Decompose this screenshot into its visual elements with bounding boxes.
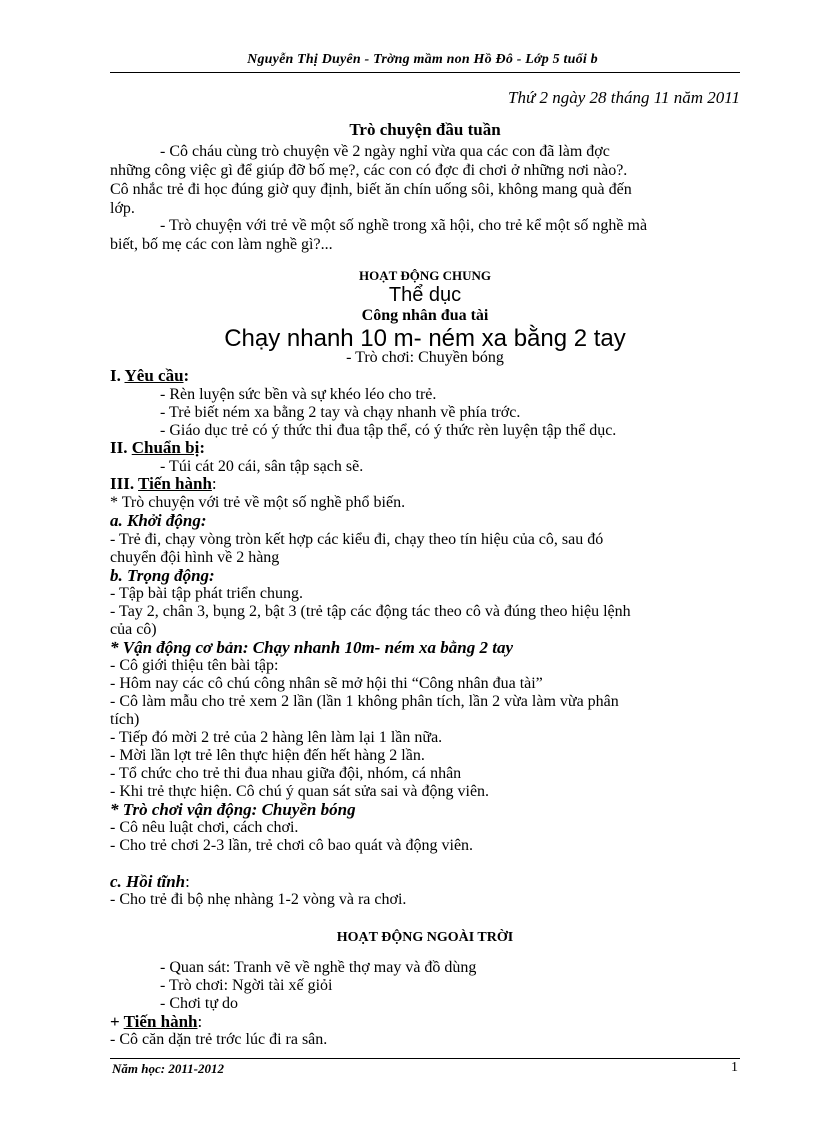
section-heading-hdc: HOẠT ĐỘNG CHUNG [359, 268, 491, 283]
nt-item-3: - Chơi tự do [160, 995, 239, 1012]
footer-year: Năm học: 2011-2012 [112, 1061, 224, 1076]
page-header: Nguyễn Thị Duyên - Trờng mầm non Hồ Đô - Lớp 5 tuổi b [247, 52, 598, 67]
talk-p2-line1: - Trò chuyện với trẻ về một số nghề trong xã hội, cho trẻ kể một số nghề mà [160, 217, 648, 234]
main-line2: - Tay 2, chân 3, bụng 2, bật 3 (trẻ tập các động tác theo cô và đúng theo hiệu lệnh [110, 603, 631, 620]
vd-item-4: tích) [110, 711, 140, 728]
vd-item-1: - Cô giới thiệu tên bài tập: [110, 657, 279, 674]
cooldown-item: - Cho trẻ đi bộ nhẹ nhàng 1-2 vòng và ra chơi. [110, 891, 407, 908]
nt-item-2: - Trò chơi: Ngời tài xế giỏi [160, 977, 333, 994]
footer-rule [110, 1058, 740, 1059]
nt-item-1: - Quan sát: Tranh vẽ về nghề thợ may và đồ dùng [160, 959, 477, 976]
warmup-title: a. Khởi động: [110, 511, 207, 530]
cooldown-title: c. Hồi tĩnh: [110, 872, 190, 891]
header-rule [110, 72, 740, 73]
vd-item-6: - Mời lần lợt trẻ lên thực hiện đến hết hàng 2 lần. [110, 747, 425, 764]
s2-item: - Túi cát 20 cái, sân tập sạch sẽ. [160, 458, 364, 475]
warmup-line2: chuyển đội hình về 2 hàng [110, 549, 280, 566]
talk-p2-line2: biết, bố mẹ các con làm nghề gì?... [110, 236, 333, 253]
talk-p1-line2: những công việc gì để giúp đỡ bố mẹ?, các con có đợc đi chơi ở những nơi nào?. [110, 162, 628, 179]
main-line3: của cô) [110, 621, 157, 638]
section-3-heading: III. Tiến hành: [110, 474, 217, 493]
th-item: - Cô căn dặn trẻ trớc lúc đi ra sân. [110, 1031, 328, 1048]
game-title: * Trò chơi vận động: Chuyền bóng [110, 800, 356, 819]
lesson-title: Chạy nhanh 10 m- ném xa bằng 2 tay [224, 325, 626, 352]
vd-item-3: - Cô làm mẫu cho trẻ xem 2 lần (lần 1 không phân tích, lần 2 vừa làm vừa phân [110, 693, 619, 710]
date-line: Thứ 2 ngày 28 tháng 11 năm 2011 [508, 88, 740, 107]
vd-item-5: - Tiếp đó mời 2 trẻ của 2 hàng lên làm lại 1 lần nữa. [110, 729, 443, 746]
tc-item-2: - Cho trẻ chơi 2-3 lần, trẻ chơi cô bao quát và động viên. [110, 837, 474, 854]
talk-title: Trò chuyện đầu tuần [349, 120, 501, 139]
s3-intro: * Trò chuyện với trẻ về một số nghề phổ biến. [110, 494, 406, 511]
game-subtitle: - Trò chơi: Chuyền bóng [346, 349, 504, 366]
page-number: 1 [731, 1060, 738, 1075]
main-line1: - Tập bài tập phát triển chung. [110, 585, 303, 602]
s1-item-2: - Trẻ biết ném xa bằng 2 tay và chạy nhanh về phía trớc. [160, 404, 521, 421]
s1-item-3: - Giáo dục trẻ có ý thức thi đua tập thể, có ý thức rèn luyện tập thể dục. [160, 422, 617, 439]
talk-p1-line1: - Cô cháu cùng trò chuyện về 2 ngày nghỉ vừa qua các con đã làm đợc [160, 143, 610, 160]
theme-title: Công nhân đua tài [361, 307, 489, 324]
vd-item-7: - Tổ chức cho trẻ thi đua nhau giữa đội, nhóm, cá nhân [110, 765, 462, 782]
warmup-line1: - Trẻ đi, chạy vòng tròn kết hợp các kiểu đi, chạy theo tín hiệu của cô, sau đó [110, 531, 604, 548]
talk-p1-line4: lớp. [110, 200, 135, 217]
outdoor-procedure-heading: + Tiến hành: [110, 1012, 203, 1031]
subject-title: Thể dục [388, 284, 462, 306]
section-2-heading: II. Chuẩn bị: [110, 438, 205, 457]
s1-item-1: - Rèn luyện sức bền và sự khéo léo cho trẻ. [160, 386, 437, 403]
basic-movement-title: * Vận động cơ bản: Chạy nhanh 10m- ném xa bằng 2 tay [110, 638, 514, 657]
outdoor-heading: HOẠT ĐỘNG NGOÀI TRỜI [336, 930, 514, 945]
vd-item-2: - Hôm nay các cô chú công nhân sẽ mở hội thi “Công nhân đua tài” [110, 675, 543, 692]
section-1-heading: I. Yêu cầu: [110, 366, 190, 385]
main-title: b. Trọng động: [110, 566, 215, 585]
tc-item-1: - Cô nêu luật chơi, cách chơi. [110, 819, 299, 836]
talk-p1-line3: Cô nhắc trẻ đi học đúng giờ quy định, biết ăn chín uống sôi, không mang quà đến [110, 181, 632, 198]
vd-item-8: - Khi trẻ thực hiện. Cô chú ý quan sát sửa sai và động viên. [110, 783, 490, 800]
